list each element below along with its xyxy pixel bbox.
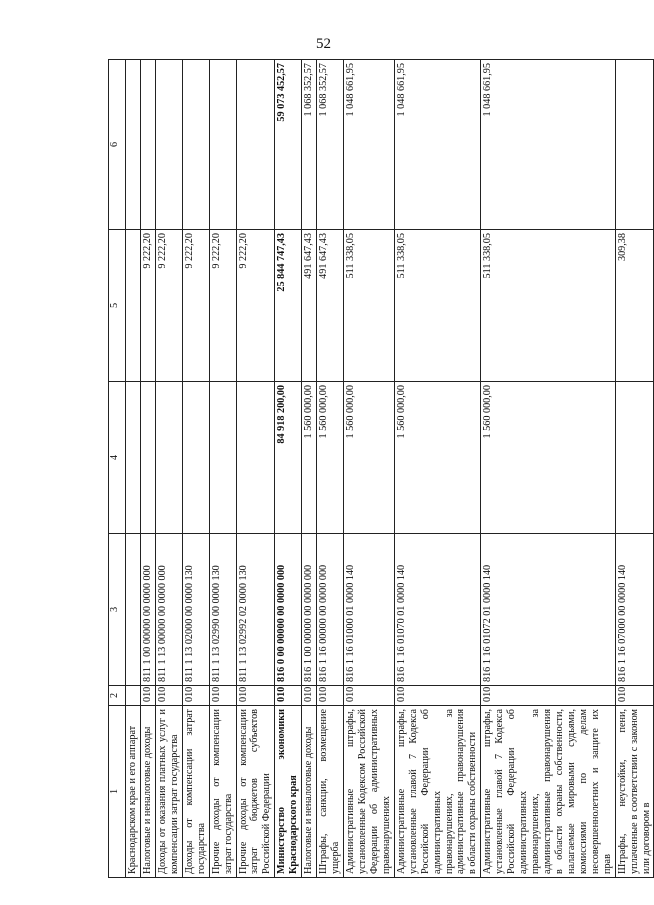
header-row <box>109 60 126 878</box>
row-col4-cell <box>615 382 654 534</box>
table-row <box>394 60 481 878</box>
row-col4-cell: 1 560 000,00 <box>302 382 317 534</box>
row-col4-cell <box>182 382 209 534</box>
table-body <box>126 60 654 878</box>
row-col4-cell: 84 918 200,00 <box>275 382 302 534</box>
row-col6-cell: 1 068 352,57 <box>302 60 317 230</box>
table-row <box>182 60 209 878</box>
table-row <box>302 60 317 878</box>
row-col5-cell: 491 647,43 <box>302 230 317 382</box>
row-code-cell: 010 <box>302 686 317 706</box>
header-cell: 6 <box>109 60 126 230</box>
row-name-cell: Краснодарском крае и его аппарат <box>126 706 141 878</box>
row-code-cell: 010 <box>481 686 615 706</box>
row-code-cell: 010 <box>209 686 236 706</box>
header-cell: 2 <box>109 686 126 706</box>
row-kbk-cell: 816 1 16 01070 01 0000 140 <box>394 534 481 686</box>
row-col4-cell <box>236 382 275 534</box>
row-col6-cell: 1 048 661,95 <box>394 60 481 230</box>
row-col4-cell: 1 560 000,00 <box>481 382 615 534</box>
row-kbk-cell: 811 1 13 02992 02 0000 130 <box>236 534 275 686</box>
row-kbk-cell: 816 0 00 00000 00 0000 000 <box>275 534 302 686</box>
row-col6-cell <box>236 60 275 230</box>
row-kbk-cell: 816 1 16 00000 00 0000 000 <box>317 534 344 686</box>
header-cell: 4 <box>109 382 126 534</box>
row-col5-cell: 9 222,20 <box>140 230 155 382</box>
row-name-cell: Налоговые и неналоговые доходы <box>140 706 155 878</box>
row-code-cell: 010 <box>275 686 302 706</box>
row-col5-cell: 9 222,20 <box>155 230 182 382</box>
row-col4-cell: 1 560 000,00 <box>317 382 344 534</box>
row-kbk-cell: 811 1 13 02000 00 0000 130 <box>182 534 209 686</box>
revenue-table <box>108 59 654 878</box>
row-name-cell: Административные штрафы, установленные Кодексом Российской Федерации об административных правонарушениях <box>344 706 395 878</box>
row-name-cell: Штрафы, санкции, возмещение ущерба <box>317 706 344 878</box>
row-code-cell: 010 <box>615 686 654 706</box>
row-col6-cell <box>615 60 654 230</box>
row-code-cell: 010 <box>236 686 275 706</box>
row-kbk-cell: 816 1 00 00000 00 0000 000 <box>302 534 317 686</box>
row-name-cell: Министерство экономики Краснодарского края <box>275 706 302 878</box>
row-col5-cell: 511 338,05 <box>344 230 395 382</box>
rotated-table-wrapper <box>108 60 652 878</box>
row-col5-cell: 491 647,43 <box>317 230 344 382</box>
table-row <box>140 60 155 878</box>
row-col6-cell <box>209 60 236 230</box>
row-kbk-cell: 816 1 16 01072 01 0000 140 <box>481 534 615 686</box>
row-kbk-cell <box>126 534 141 686</box>
row-kbk-cell: 816 1 16 07000 00 0000 140 <box>615 534 654 686</box>
row-col6-cell: 59 073 452,57 <box>275 60 302 230</box>
row-col6-cell <box>182 60 209 230</box>
row-kbk-cell: 816 1 16 01000 01 0000 140 <box>344 534 395 686</box>
row-kbk-cell: 811 1 13 02990 00 0000 130 <box>209 534 236 686</box>
row-name-cell: Прочие доходы от компенсации затрат бюджетов субъектов Российской Федерации <box>236 706 275 878</box>
row-col4-cell: 1 560 000,00 <box>344 382 395 534</box>
header-cell: 1 <box>109 706 126 878</box>
row-col6-cell <box>140 60 155 230</box>
row-col6-cell: 1 068 352,57 <box>317 60 344 230</box>
row-code-cell: 010 <box>317 686 344 706</box>
table-row <box>236 60 275 878</box>
row-col5-cell: 9 222,20 <box>182 230 209 382</box>
header-cell: 3 <box>109 534 126 686</box>
row-kbk-cell: 811 1 13 00000 00 0000 000 <box>155 534 182 686</box>
row-col4-cell <box>155 382 182 534</box>
table-row <box>615 60 654 878</box>
row-col6-cell <box>126 60 141 230</box>
table-row <box>155 60 182 878</box>
row-name-cell: Административные штрафы, установленные главой 7 Кодекса Российской Федерации об административных правонарушениях, за административные правонарушения в области охраны собственности <box>394 706 481 878</box>
header-cell: 5 <box>109 230 126 382</box>
row-col5-cell: 309,38 <box>615 230 654 382</box>
row-code-cell <box>126 686 141 706</box>
table-row <box>344 60 395 878</box>
row-col5-cell: 9 222,20 <box>236 230 275 382</box>
row-code-cell: 010 <box>140 686 155 706</box>
table-row <box>481 60 615 878</box>
row-code-cell: 010 <box>182 686 209 706</box>
row-name-cell: Доходы от компенсации затрат государства <box>182 706 209 878</box>
row-name-cell: Прочие доходы от компенсации затрат государства <box>209 706 236 878</box>
row-col6-cell <box>155 60 182 230</box>
row-col4-cell: 1 560 000,00 <box>394 382 481 534</box>
row-col5-cell: 511 338,05 <box>481 230 615 382</box>
row-col4-cell <box>209 382 236 534</box>
row-kbk-cell: 811 1 00 00000 00 0000 000 <box>140 534 155 686</box>
page-number: 52 <box>316 36 331 52</box>
row-code-cell: 010 <box>394 686 481 706</box>
row-col4-cell <box>126 382 141 534</box>
row-name-cell: Штрафы, неустойки, пени, уплаченные в соответствии с законом или договором в <box>615 706 654 878</box>
row-col5-cell: 511 338,05 <box>394 230 481 382</box>
row-name-cell: Административные штрафы, установленные главой 7 Кодекса Российской Федерации об административных правонарушениях, за административные правонарушения в области охраны собственности, налагаемые мировыми судьями, комиссиями по делам несовершеннолетних и защите их прав <box>481 706 615 878</box>
row-col5-cell: 25 844 747,43 <box>275 230 302 382</box>
row-col4-cell <box>140 382 155 534</box>
row-col6-cell: 1 048 661,95 <box>344 60 395 230</box>
row-code-cell: 010 <box>344 686 395 706</box>
table-row <box>126 60 141 878</box>
row-name-cell: Налоговые и неналоговые доходы <box>302 706 317 878</box>
row-code-cell: 010 <box>155 686 182 706</box>
row-col6-cell: 1 048 661,95 <box>481 60 615 230</box>
table-row <box>209 60 236 878</box>
row-col5-cell: 9 222,20 <box>209 230 236 382</box>
row-col5-cell <box>126 230 141 382</box>
table-row <box>275 60 302 878</box>
row-name-cell: Доходы от оказания платных услуг и компенсации затрат государства <box>155 706 182 878</box>
table-row <box>317 60 344 878</box>
